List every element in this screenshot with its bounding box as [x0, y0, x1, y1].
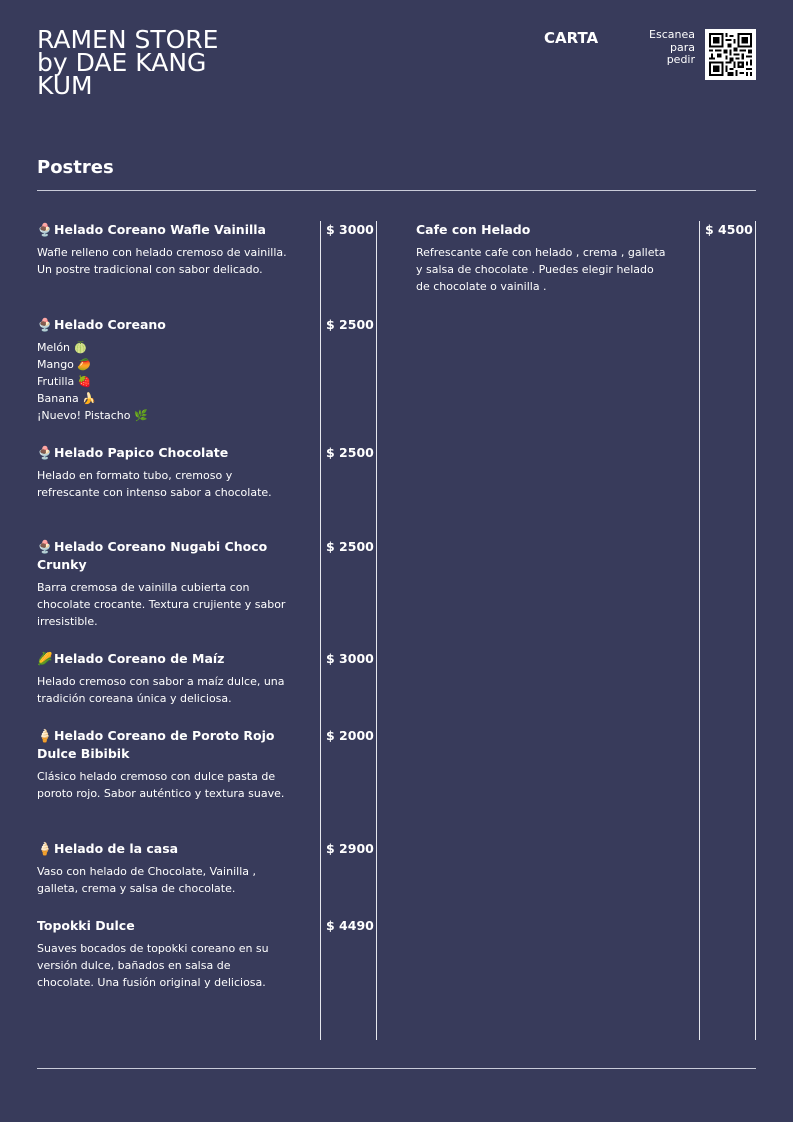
menu-item[interactable] [37, 444, 287, 501]
section-title: Postres [37, 157, 114, 178]
section-divider-bottom [37, 1068, 756, 1069]
item-price: $ 3000 [326, 222, 374, 237]
item-price: $ 2500 [326, 317, 374, 332]
store-title-line-2: by DAE KANG [37, 48, 207, 77]
item-name [37, 917, 287, 935]
item-description: Helado cremoso con sabor a maíz dulce, una tradición coreana única y deliciosa. [37, 675, 285, 705]
scan-line-1: Escanea [649, 28, 695, 41]
scan-instructions [649, 29, 695, 67]
store-title [37, 25, 219, 100]
store-title-line-3: KUM [37, 71, 93, 100]
flavor-item: Mango 🥭 [37, 358, 92, 371]
flavor-item: Melón 🍈 [37, 341, 88, 354]
item-description: Clásico helado cremoso con dulce pasta de poroto rojo. Sabor auténtico y textura suave. [37, 770, 285, 800]
item-name-text: Helado Coreano Wafle Vainilla [54, 222, 266, 237]
item-price: $ 3000 [326, 651, 374, 666]
item-description: Vaso con helado de Chocolate, Vainilla , galleta, crema y salsa de chocolate. [37, 865, 256, 895]
sundae-icon: 🍨 [37, 445, 53, 460]
store-title-line-1: RAMEN STORE [37, 25, 219, 54]
flavor-item: ¡Nuevo! Pistacho 🌿 [37, 409, 148, 422]
item-name-text: Helado Coreano Nugabi Choco Crunky [37, 539, 268, 572]
scan-line-2: para [670, 40, 695, 54]
item-name-text: Helado Coreano de Poroto Rojo Dulce Bibibik [37, 728, 275, 761]
menu-item[interactable] [37, 917, 287, 991]
column-divider [376, 221, 377, 1040]
menu-item[interactable] [416, 221, 666, 295]
item-flavor-list [37, 339, 287, 424]
sundae-icon: 🍨 [37, 317, 53, 332]
column-divider [320, 221, 321, 1040]
menu-item[interactable] [37, 538, 287, 630]
item-name [37, 444, 287, 462]
item-price: $ 2000 [326, 728, 374, 743]
item-price: $ 4490 [326, 918, 374, 933]
sundae-icon: 🍨 [37, 539, 53, 554]
item-name [37, 221, 287, 239]
item-description: Refrescante cafe con helado , crema , galleta y salsa de chocolate . Puedes elegir helado de chocolate o vainilla . [416, 246, 666, 293]
column-divider [699, 221, 700, 1040]
sundae-icon: 🍨 [37, 222, 53, 237]
section-divider-top [37, 190, 756, 191]
item-name-text: Helado Papico Chocolate [54, 445, 229, 460]
ice-cream-cone-icon: 🍦 [37, 841, 53, 856]
item-name-text: Helado de la casa [54, 841, 179, 856]
item-price: $ 2500 [326, 539, 374, 554]
ice-cream-cone-icon: 🍦 [37, 728, 53, 743]
item-name-text: Helado Coreano de Maíz [54, 651, 225, 666]
carta-label: CARTA [544, 29, 599, 47]
item-price: $ 4500 [705, 222, 753, 237]
corn-icon: 🌽 [37, 651, 53, 666]
item-description: Wafle relleno con helado cremoso de vainilla. Un postre tradicional con sabor delicado. [37, 246, 287, 276]
menu-item[interactable] [37, 727, 287, 802]
column-divider [755, 221, 756, 1040]
flavor-item: Banana 🍌 [37, 392, 96, 405]
item-name [37, 727, 287, 763]
item-description: Barra cremosa de vainilla cubierta con chocolate crocante. Textura crujiente y sabor irresistible. [37, 581, 286, 628]
item-name [37, 840, 287, 858]
item-price: $ 2500 [326, 445, 374, 460]
menu-item[interactable] [37, 840, 287, 897]
item-price: $ 2900 [326, 841, 374, 856]
item-description: Helado en formato tubo, cremoso y refrescante con intenso sabor a chocolate. [37, 469, 272, 499]
flavor-item: Frutilla 🍓 [37, 375, 92, 388]
item-name: Cafe con Helado [416, 222, 531, 237]
menu-item[interactable] [37, 221, 287, 278]
menu-item[interactable] [37, 316, 287, 424]
item-name-text: Topokki Dulce [37, 918, 135, 933]
item-description: Suaves bocados de topokki coreano en su versión dulce, bañados en salsa de chocolate. Una fusión original y deliciosa. [37, 942, 269, 989]
item-name-text: Helado Coreano [54, 317, 166, 332]
menu-item[interactable] [37, 650, 287, 707]
qr-code-icon[interactable] [705, 29, 756, 80]
item-name [37, 650, 287, 668]
scan-line-3: pedir [666, 53, 695, 66]
item-name [37, 538, 287, 574]
item-name [37, 316, 287, 334]
